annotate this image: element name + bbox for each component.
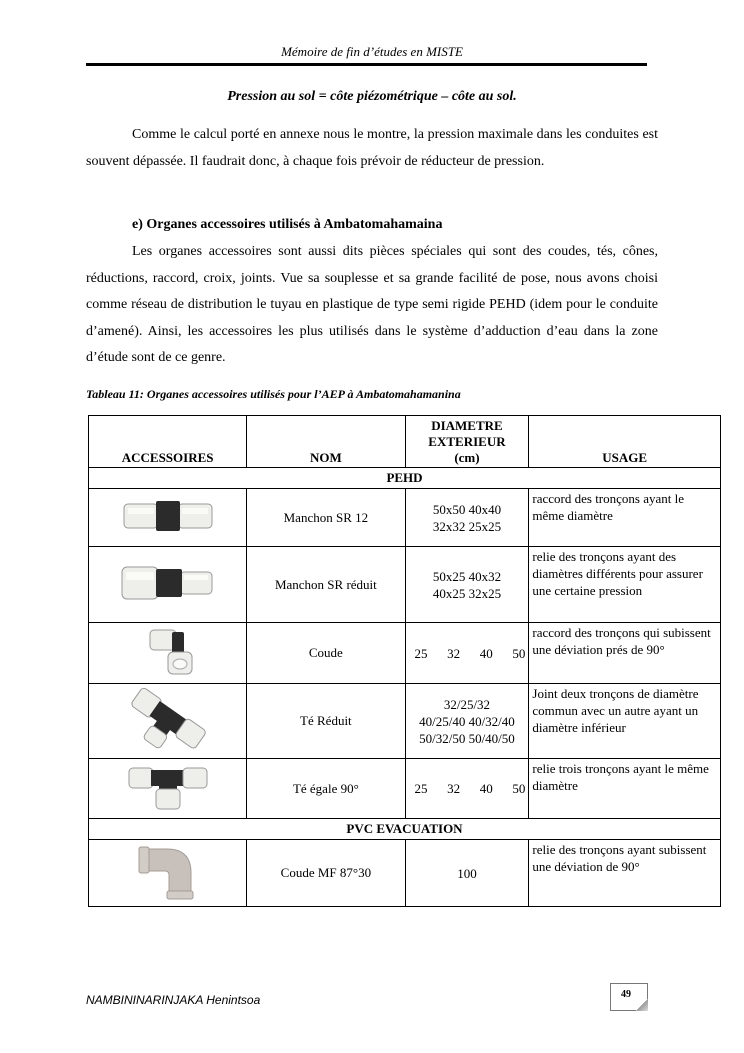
accessory-name: Manchon SR réduit (247, 547, 405, 623)
diameter-value: 50 (512, 645, 526, 661)
accessory-diameter: 100 (405, 840, 529, 907)
diameter-line: 32x32 25x25 (432, 518, 502, 534)
pressure-formula: Pression au sol = côte piézométrique – côte au sol. (227, 89, 517, 104)
group-label-pvc: PVC EVACUATION (89, 819, 721, 840)
diameter-line: 50x50 40x40 (432, 501, 502, 517)
paragraph-pressure: Comme le calcul porté en annexe nous le montre, la pression maximale dans les conduites est souvent dépassée. Il faudrait donc, à chaque fois prévoir de réducteur de pression. (86, 127, 658, 169)
accessory-usage: raccord des tronçons ayant le même diamètre (529, 489, 721, 547)
table-row (89, 684, 721, 759)
diameter-line: 50/32/50 50/40/50 (419, 730, 515, 746)
accessory-name: Coude (247, 623, 405, 684)
section-heading: e) Organes accessoires utilisés à Ambatomahamaina (132, 217, 443, 232)
header-rule (86, 63, 647, 66)
accessories-table (88, 415, 721, 907)
accessory-diameter (405, 684, 529, 759)
table-header-row (89, 416, 721, 468)
group-row-pvc (89, 819, 721, 840)
table-row (89, 547, 721, 623)
diameter-line: 50x25 40x32 (432, 568, 502, 584)
elbow-fitting-icon (128, 624, 208, 678)
accessory-image-cell (89, 489, 247, 547)
accessory-usage: Joint deux tronçons de diamètre commun avec un autre ayant un diamètre inférieur (529, 684, 721, 759)
header-diametre-line3: (cm) (454, 450, 480, 465)
diameter-values (409, 780, 526, 797)
accessory-image-cell (89, 684, 247, 759)
diameter-line: 40x25 32x25 (432, 585, 502, 601)
header-nom: NOM (247, 416, 405, 468)
table-row (89, 840, 721, 907)
diameter-values (409, 645, 526, 662)
pvc-elbow-fitting-icon (133, 841, 203, 901)
accessory-diameter (405, 759, 529, 819)
accessory-image-cell (89, 840, 247, 907)
manchon-fitting-icon (118, 492, 218, 540)
reducing-tee-fitting-icon (123, 685, 213, 753)
page-number: 49 (621, 989, 631, 1000)
accessory-diameter (405, 489, 529, 547)
diameter-value: 40 (479, 781, 493, 796)
equal-tee-fitting-icon (123, 762, 213, 812)
accessory-name: Té égale 90° (247, 759, 405, 819)
diameter-value: 50 (512, 781, 526, 796)
group-row-pehd (89, 468, 721, 489)
accessory-usage: relie trois tronçons ayant le même diamètre (529, 759, 721, 819)
diameter-value: 32 (447, 645, 461, 661)
table-row (89, 759, 721, 819)
accessory-diameter (405, 623, 529, 684)
header-usage: USAGE (529, 416, 721, 468)
header-diametre-line2: EXTERIEUR (428, 434, 506, 449)
diameter-value: 25 (414, 781, 428, 796)
accessory-diameter (405, 547, 529, 623)
paragraph-accessories: Les organes accessoires sont aussi dits pièces spéciales qui sont des coudes, tés, cônes, réductions, raccord, croix, joints. Vue sa souplesse et sa grande facilité de pose, nous avons choisi comme réseau de distribution le tuyau en plastique de type semi rigide PEHD (idem pour le conduite d’amené). Ainsi, les accessoires les plus utilisés dans le système d’adduction d’eau dans la zone d’étude sont de ce genre. (86, 244, 658, 365)
accessory-name: Coude MF 87°30 (247, 840, 405, 907)
page-number-box (610, 983, 648, 1011)
accessory-image-cell (89, 623, 247, 684)
group-label-pehd: PEHD (89, 468, 721, 489)
table-row (89, 489, 721, 547)
manchon-reducer-fitting-icon (118, 555, 218, 611)
diameter-line: 40/25/40 40/32/40 (419, 713, 515, 729)
diameter-line: 32/25/32 (443, 696, 491, 712)
accessory-usage: relie des tronçons ayant subissent une déviation de 90° (529, 840, 721, 907)
header-diametre-line1: DIAMETRE (431, 418, 503, 433)
diameter-value: 32 (447, 781, 461, 796)
diameter-value: 25 (414, 645, 428, 661)
running-header: Mémoire de fin d’études en MISTE (281, 44, 463, 59)
accessory-usage: raccord des tronçons qui subissent une déviation prés de 90° (529, 623, 721, 684)
header-accessoires: ACCESSOIRES (89, 416, 247, 468)
table-caption: Tableau 11: Organes accessoires utilisés pour l’AEP à Ambatomahamanina (86, 387, 461, 401)
footer-author: NAMBININARINJAKA Henintsoa (86, 993, 261, 1007)
accessory-image-cell (89, 547, 247, 623)
table-row (89, 623, 721, 684)
accessory-name: Manchon SR 12 (247, 489, 405, 547)
header-diametre (405, 416, 529, 468)
page-fold-icon (636, 999, 648, 1011)
diameter-value: 40 (479, 645, 493, 661)
accessory-image-cell (89, 759, 247, 819)
accessory-usage: relie des tronçons ayant des diamètres différents pour assurer une certaine pression (529, 547, 721, 623)
accessory-name: Té Réduit (247, 684, 405, 759)
